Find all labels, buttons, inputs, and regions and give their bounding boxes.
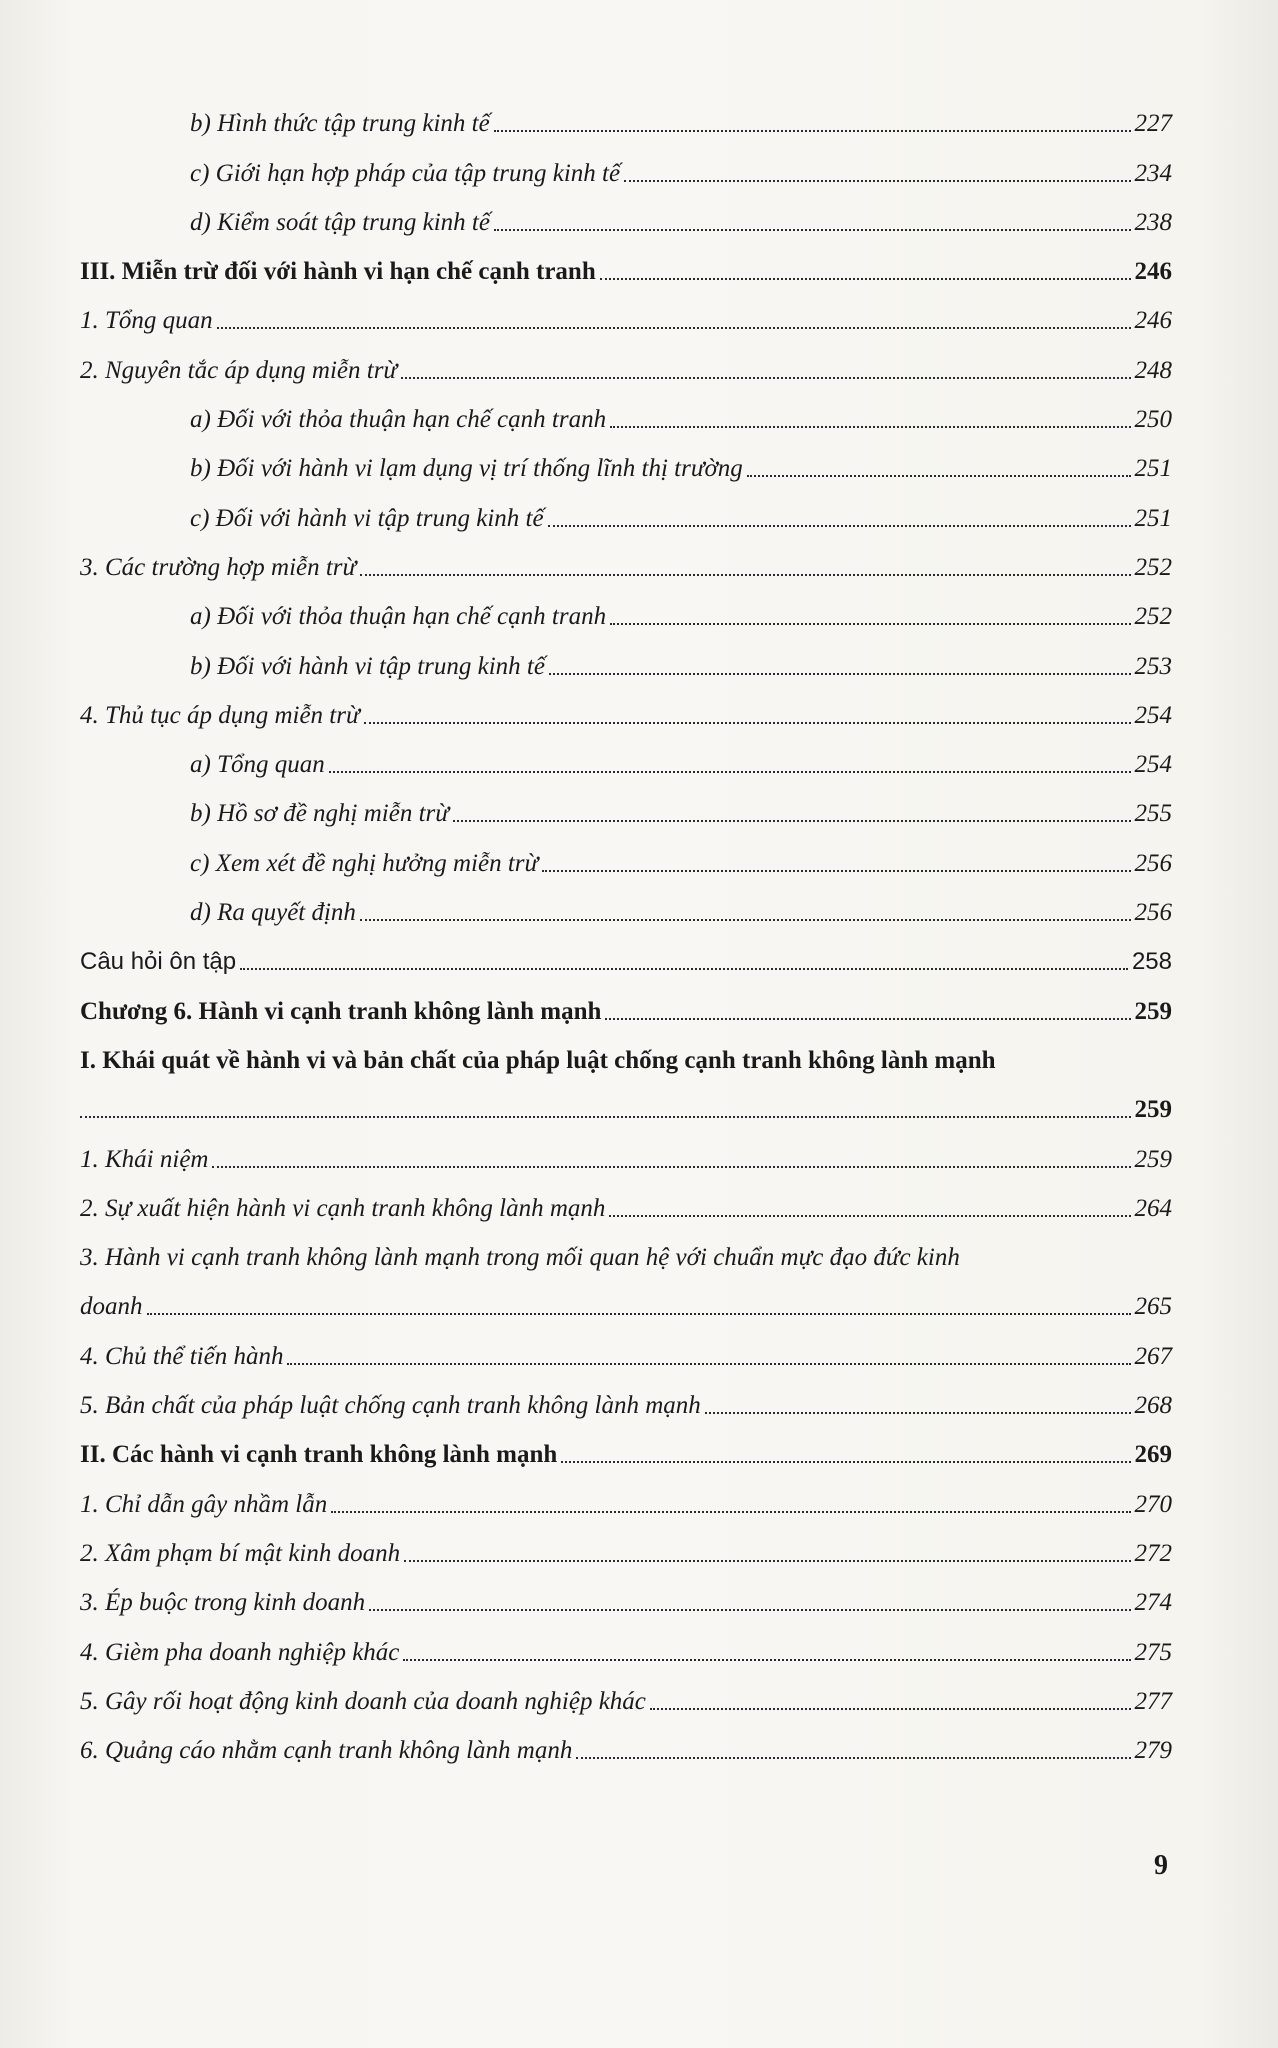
toc-entry-text: b) Đối với hành vi tập trung kinh tế (190, 652, 545, 680)
toc-page-number: 252 (1134, 553, 1172, 581)
toc-entry-text: 1. Chỉ dẫn gây nhầm lẫn (80, 1490, 328, 1518)
toc-page-number: 234 (1134, 159, 1172, 187)
toc-page-number: 269 (1134, 1441, 1172, 1469)
toc-entry-text: 3. Ép buộc trong kinh doanh (80, 1589, 366, 1617)
toc-entry-section (80, 238, 1172, 287)
toc-entry-text: I. Khái quát về hành vi và bản chất của pháp luật chống cạnh tranh không lành mạnh (80, 1046, 996, 1074)
leader-dots (600, 278, 1131, 280)
leader-dots (403, 1659, 1130, 1661)
toc-page-number: 275 (1134, 1638, 1172, 1666)
toc-page-number: 238 (1134, 208, 1172, 236)
toc-page-number: 246 (1134, 307, 1172, 335)
leader-dots (747, 475, 1131, 477)
toc-item-wrapped-line2 (80, 1273, 1172, 1322)
toc-page-number: 279 (1134, 1737, 1172, 1765)
leader-dots (548, 525, 1131, 527)
toc-page-number: 267 (1134, 1342, 1172, 1370)
leader-dots (329, 771, 1131, 773)
toc-entry-text: 4. Thủ tục áp dụng miễn trừ (80, 701, 360, 729)
toc-entry-text: Chương 6. Hành vi cạnh tranh không lành mạnh (80, 997, 602, 1025)
toc-entry-sub (80, 879, 1172, 928)
toc-page-number: 259 (1134, 997, 1172, 1025)
leader-dots (549, 673, 1131, 675)
toc-page-number: 227 (1134, 110, 1172, 138)
toc-page-number: 272 (1134, 1539, 1172, 1567)
leader-dots (494, 130, 1131, 132)
toc-group-2 (80, 1125, 1172, 1224)
toc-entry-text: b) Hình thức tập trung kinh tế (190, 110, 490, 138)
leader-dots (217, 327, 1131, 329)
toc-page-number: 255 (1134, 800, 1172, 828)
toc-entry-text: 2. Sự xuất hiện hành vi cạnh tranh không lành mạnh (80, 1194, 606, 1222)
toc-page-number: 246 (1134, 258, 1172, 286)
toc-entry-sub (80, 731, 1172, 780)
toc-page-number: 259 (1134, 1145, 1172, 1173)
toc-entry-text: a) Đối với thỏa thuận hạn chế cạnh tranh (190, 406, 607, 434)
toc-entry-item (80, 1175, 1172, 1224)
leader-dots (609, 1215, 1130, 1217)
leader-dots (240, 968, 1128, 970)
leader-dots (331, 1511, 1130, 1513)
leader-dots (494, 229, 1131, 231)
toc-entry-sub (80, 139, 1172, 188)
toc-page-number: 258 (1131, 948, 1172, 976)
toc-entry-text: 1. Khái niệm (80, 1145, 209, 1173)
leader-dots (369, 1609, 1130, 1611)
toc-page-number: 251 (1134, 504, 1172, 532)
toc-entry-item (80, 1520, 1172, 1569)
toc-entry-sub (80, 780, 1172, 829)
toc-entry-text: 2. Xâm phạm bí mật kinh doanh (80, 1539, 401, 1567)
toc-entry-text: c) Đối với hành vi tập trung kinh tế (190, 504, 544, 532)
toc-group-1 (80, 90, 1172, 1027)
leader-dots (147, 1313, 1131, 1315)
toc-entry-sub (80, 189, 1172, 238)
toc-entry-item (80, 1322, 1172, 1371)
toc-entry-item (80, 1618, 1172, 1667)
toc-entry-text: doanh (80, 1293, 143, 1321)
toc-entry-text: Câu hỏi ôn tập (80, 948, 237, 976)
toc-entry-chapter (80, 977, 1172, 1026)
toc-entry-text: c) Xem xét đề nghị hưởng miễn trừ (190, 849, 539, 877)
toc-entry-item (80, 1125, 1172, 1174)
leader-dots (650, 1708, 1131, 1710)
toc-entry-text: a) Đối với thỏa thuận hạn chế cạnh tranh (190, 603, 607, 631)
toc-entry-text: III. Miễn trừ đối với hành vi hạn chế cạnh tranh (80, 258, 596, 286)
toc-page-number: 268 (1134, 1392, 1172, 1420)
toc-page-number: 254 (1134, 751, 1172, 779)
toc-entry-sub (80, 484, 1172, 533)
leader-dots (624, 180, 1130, 182)
toc-page-number: 259 (1134, 1096, 1172, 1124)
toc-page-number: 251 (1134, 455, 1172, 483)
toc-page-number: 265 (1134, 1293, 1172, 1321)
toc-entry-text: 4. Chủ thể tiến hành (80, 1342, 284, 1370)
leader-dots (610, 623, 1130, 625)
toc-entry-item (80, 1372, 1172, 1421)
toc-entry-sub (80, 632, 1172, 681)
toc-entry-sub (80, 386, 1172, 435)
toc-page-number: 270 (1134, 1490, 1172, 1518)
toc-entry-text: 3. Các trường hợp miễn trừ (80, 553, 357, 581)
toc-page-number: 250 (1134, 406, 1172, 434)
toc-entry-plain (80, 928, 1172, 977)
toc-entry-text: c) Giới hạn hợp pháp của tập trung kinh tế (190, 159, 621, 187)
toc-entry-item (80, 1470, 1172, 1519)
leader-dots (705, 1412, 1131, 1414)
toc-page-number: 252 (1134, 603, 1172, 631)
toc-page-number: 248 (1134, 356, 1172, 384)
leader-dots (605, 1018, 1130, 1020)
toc-page-number: 277 (1134, 1687, 1172, 1715)
toc-entry-text: b) Hồ sơ đề nghị miễn trừ (190, 800, 449, 828)
leader-dots (212, 1166, 1130, 1168)
toc-entry-item (80, 1717, 1172, 1766)
toc-entry-item (80, 534, 1172, 583)
toc-entry-text: a) Tổng quan (190, 751, 325, 779)
toc-entry-text: 2. Nguyên tắc áp dụng miễn trừ (80, 356, 398, 384)
toc-entry-text: 5. Gây rối hoạt động kinh doanh của doanh nghiệp khác (80, 1687, 646, 1715)
toc-entry-sub (80, 829, 1172, 878)
toc-entry-text: 4. Gièm pha doanh nghiệp khác (80, 1638, 400, 1666)
page-number-folio: 9 (1154, 1850, 1168, 1881)
toc-page-number: 264 (1134, 1194, 1172, 1222)
toc-entry-item (80, 1668, 1172, 1717)
leader-dots (610, 426, 1130, 428)
toc-entry-text: d) Ra quyết định (190, 899, 356, 927)
toc-entry-text: 1. Tổng quan (80, 307, 213, 335)
toc-entry-text: d) Kiểm soát tập trung kinh tế (190, 208, 490, 236)
toc-entry-text: 3. Hành vi cạnh tranh không lành mạnh trong mối quan hệ với chuẩn mực đạo đức kinh (80, 1244, 960, 1272)
leader-dots (360, 919, 1131, 921)
toc-entry-text: II. Các hành vi cạnh tranh không lành mạnh (80, 1441, 558, 1469)
table-of-contents (80, 90, 1172, 1766)
toc-entry-text: b) Đối với hành vi lạm dụng vị trí thống lĩnh thị trường (190, 455, 743, 483)
toc-section-wrapped-line2 (80, 1076, 1172, 1125)
leader-dots (404, 1560, 1130, 1562)
toc-group-3 (80, 1322, 1172, 1766)
toc-section-wrapped-line1 (80, 1027, 1172, 1076)
leader-dots (360, 574, 1130, 576)
toc-page-number: 254 (1134, 701, 1172, 729)
leader-dots (401, 377, 1130, 379)
leader-dots (364, 722, 1131, 724)
toc-entry-sub (80, 435, 1172, 484)
leader-dots (80, 1116, 1131, 1118)
toc-entry-text: 5. Bản chất của pháp luật chống cạnh tranh không lành mạnh (80, 1392, 701, 1420)
toc-entry-text: 6. Quảng cáo nhằm cạnh tranh không lành mạnh (80, 1737, 573, 1765)
leader-dots (287, 1363, 1130, 1365)
toc-entry-item (80, 682, 1172, 731)
leader-dots (576, 1757, 1130, 1759)
toc-page-number: 256 (1134, 849, 1172, 877)
leader-dots (542, 870, 1130, 872)
toc-entry-item (80, 1569, 1172, 1618)
toc-entry-sub (80, 90, 1172, 139)
toc-page-number: 256 (1134, 899, 1172, 927)
leader-dots (561, 1461, 1130, 1463)
toc-entry-item (80, 336, 1172, 385)
toc-entry-sub (80, 583, 1172, 632)
leader-dots (453, 820, 1131, 822)
toc-item-wrapped-line1 (80, 1224, 1172, 1273)
toc-entry-section (80, 1421, 1172, 1470)
toc-entry-item (80, 287, 1172, 336)
toc-page-number: 253 (1134, 652, 1172, 680)
toc-page-number: 274 (1134, 1589, 1172, 1617)
